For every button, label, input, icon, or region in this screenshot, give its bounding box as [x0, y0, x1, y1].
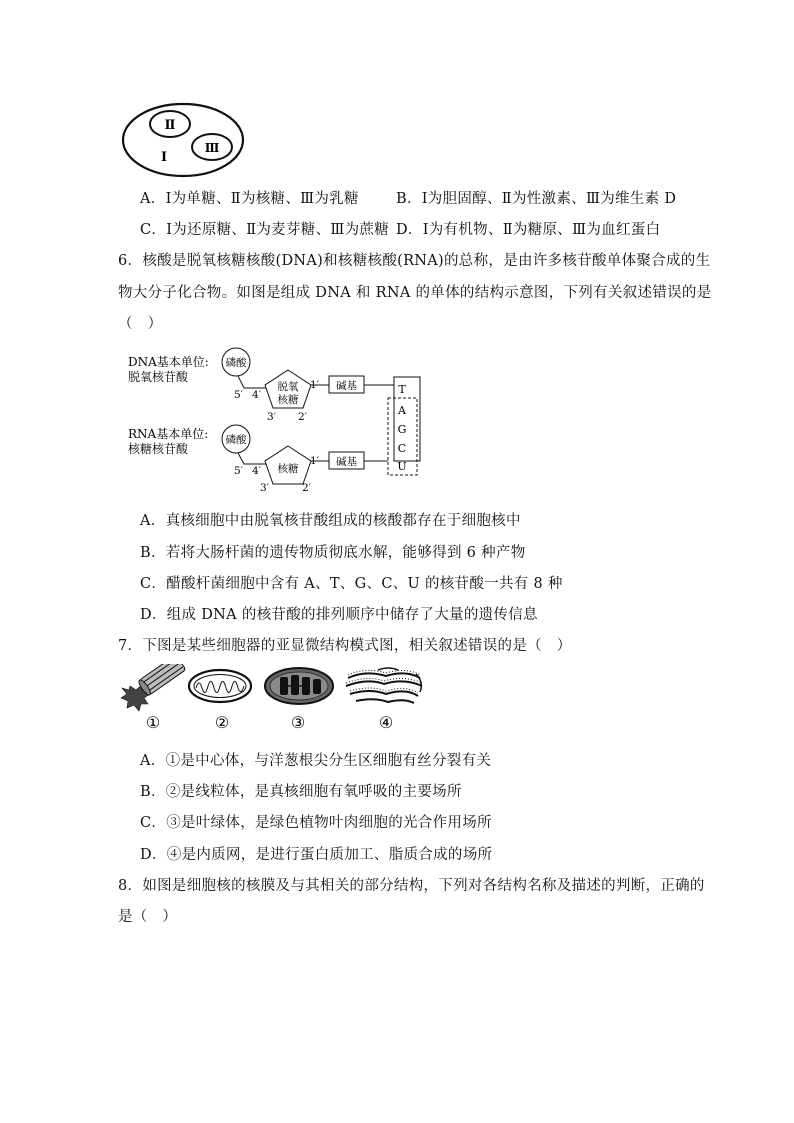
dna-base-label: 碱基	[336, 380, 357, 392]
q6-option-b: B．若将大肠杆菌的遗传物质彻底水解，能够得到 6 种产物	[140, 545, 526, 561]
rna-unit-label-1: RNA基本单位:	[128, 427, 209, 441]
q7-stem: 7．下图是某些细胞器的亚显微结构模式图，相关叙述错误的是（ ）	[118, 638, 572, 654]
organelle-label-3: ③	[290, 713, 306, 732]
q6-stem-line-1: 6．核酸是脱氧核糖核酸(DNA)和核糖核酸(RNA)的总称，是由许多核苷酸单体聚合成的生	[118, 253, 711, 269]
dna-c5: 5′	[234, 389, 244, 401]
q5-option-a: A．Ⅰ为单糖、Ⅱ为核糖、Ⅲ为乳糖	[140, 191, 359, 207]
q7-option-c: C．③是叶绿体，是绿色植物叶肉细胞的光合作用场所	[140, 815, 492, 831]
dna-phosphate-label: 磷酸	[225, 357, 247, 369]
rna-c5: 5′	[234, 465, 244, 477]
dna-phosphate-bond	[238, 376, 266, 388]
q7-option-d: D．④是内质网，是进行蛋白质加工、脂质合成的场所	[140, 847, 493, 863]
q6-option-d: D．组成 DNA 的核苷酸的排列顺序中储存了大量的遗传信息	[140, 607, 538, 623]
venn-label-I: Ⅰ	[160, 150, 168, 165]
er-figure	[346, 668, 422, 703]
q7-option-a: A．①是中心体，与洋葱根尖分生区细胞有丝分裂有关	[140, 753, 492, 769]
dna-unit-label-1: DNA基本单位:	[128, 355, 209, 369]
venn-label-II: Ⅱ	[164, 118, 176, 133]
q8-stem-line-1: 8．如图是细胞核的核膜及与其相关的部分结构，下列对各结构名称及描述的判断，正确的	[118, 878, 705, 894]
rna-c4: 4′	[252, 465, 262, 477]
base-t: T	[398, 383, 406, 396]
mitochondrion-figure	[189, 670, 251, 702]
rna-unit-label-2: 核糖核苷酸	[128, 442, 189, 456]
q6-stem-line-2: 物大分子化合物。如图是组成 DNA 和 RNA 的单体的结构示意图，下列有关叙述错误的是	[118, 285, 712, 301]
q6-option-c: C．醋酸杆菌细胞中含有 A、T、G、C、U 的核苷酸一共有 8 种	[140, 576, 563, 592]
venn-diagram	[120, 100, 250, 180]
rna-sugar-label: 核糖	[277, 463, 299, 475]
dna-c1: 1′	[310, 379, 320, 391]
q5-option-c: C．Ⅰ为还原糖、Ⅱ为麦芽糖、Ⅲ为蔗糖	[140, 222, 390, 238]
organelle-label-2: ②	[214, 713, 230, 732]
chloroplast-figure	[265, 668, 333, 704]
rna-c3: 3′	[260, 482, 270, 492]
q5-option-d: D．Ⅰ为有机物、Ⅱ为糖原、Ⅲ为血红蛋白	[396, 222, 661, 238]
organelle-label-4: ④	[378, 713, 394, 732]
rna-base-label: 碱基	[336, 456, 357, 468]
base-a: A	[398, 404, 406, 417]
dna-c4: 4′	[252, 389, 262, 401]
nucleotide-diagram	[126, 342, 426, 492]
rna-c1: 1′	[310, 455, 320, 467]
q6-option-a: A．真核细胞中由脱氧核苷酸组成的核酸都存在于细胞核中	[140, 513, 521, 529]
rna-c2: 2′	[302, 482, 312, 492]
dna-sugar-label-2: 核糖	[277, 394, 299, 406]
venn-label-III: Ⅲ	[204, 141, 220, 155]
base-c: C	[397, 442, 407, 455]
dna-c2: 2′	[298, 411, 308, 423]
base-g: G	[397, 423, 407, 436]
dna-unit-label-2: 脱氧核苷酸	[128, 370, 189, 384]
dna-c3: 3′	[267, 411, 277, 423]
q5-option-b: B．Ⅰ为胆固醇、Ⅱ为性激素、Ⅲ为维生素 D	[396, 191, 677, 207]
centrosome-figure	[121, 664, 186, 711]
base-u: U	[397, 460, 407, 473]
rna-phosphate-label: 磷酸	[225, 434, 247, 446]
organelle-label-1: ①	[145, 713, 161, 732]
rna-phosphate-bond	[238, 453, 266, 464]
q7-option-b: B．②是线粒体，是真核细胞有氧呼吸的主要场所	[140, 784, 462, 800]
q8-stem-line-2: 是（ ）	[118, 909, 178, 925]
q6-stem-line-3: （ ）	[118, 316, 163, 332]
organelle-figures	[116, 664, 428, 734]
dna-sugar-label-1: 脱氧	[277, 381, 299, 393]
